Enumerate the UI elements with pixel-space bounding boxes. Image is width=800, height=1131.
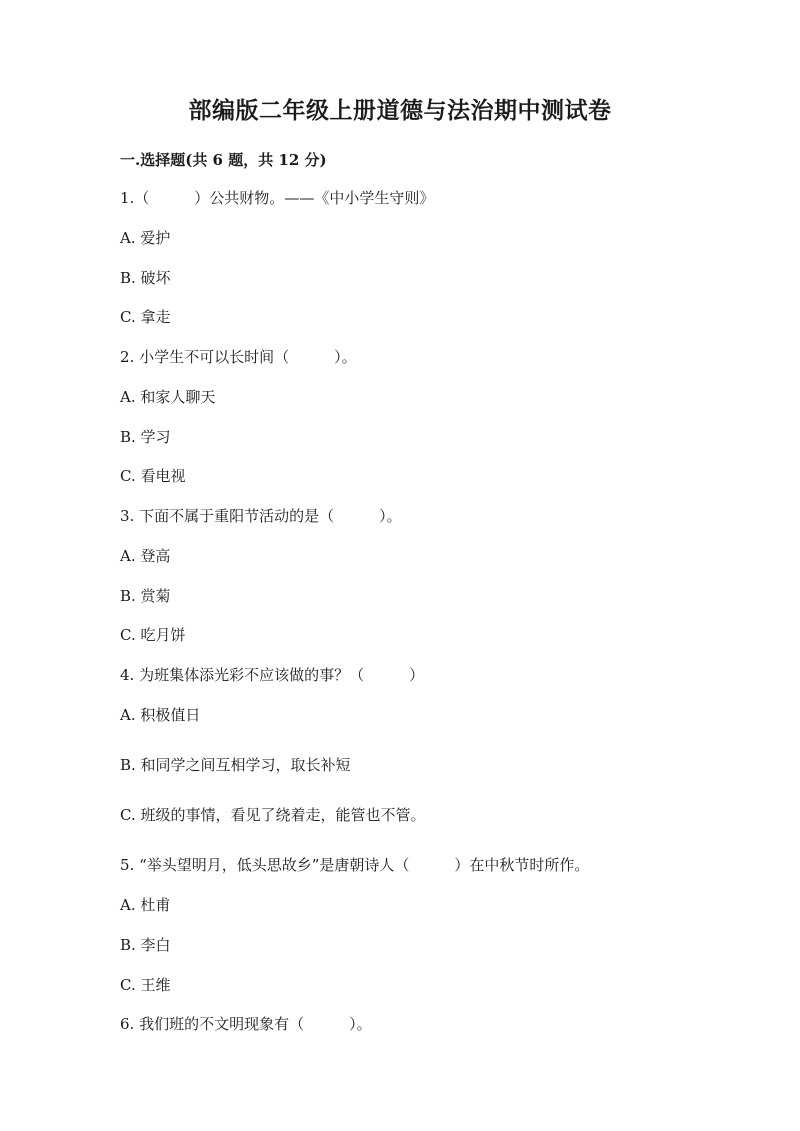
question-1-option-b: B. 破坏 [120, 269, 171, 287]
question-4-option-c: C. 班级的事情，看见了绕着走，能管也不管。 [120, 806, 426, 824]
question-2-option-c: C. 看电视 [120, 467, 186, 485]
question-4-option-a: A. 积极值日 [120, 706, 201, 724]
question-1-option-a: A. 爱护 [120, 229, 171, 247]
question-5-stem: 5. “举头望明月，低头思故乡”是唐朝诗人（ ）在中秋节时所作。 [120, 856, 590, 874]
question-4-option-b: B. 和同学之间互相学习，取长补短 [120, 756, 351, 774]
section-heading: 一.选择题(共 6 题，共 12 分) [120, 151, 327, 169]
question-1-option-c: C. 拿走 [120, 308, 171, 326]
question-5-option-c: C. 王维 [120, 976, 171, 994]
page-title: 部编版二年级上册道德与法治期中测试卷 [188, 97, 612, 124]
question-2-stem: 2. 小学生不可以长时间（ ）。 [120, 348, 357, 366]
question-6-stem: 6. 我们班的不文明现象有（ ）。 [120, 1015, 372, 1033]
question-2-option-a: A. 和家人聊天 [120, 388, 216, 406]
question-3-stem: 3. 下面不属于重阳节活动的是（ ）。 [120, 507, 402, 525]
question-5-option-b: B. 李白 [120, 936, 171, 954]
question-2-option-b: B. 学习 [120, 428, 171, 446]
question-3-option-a: A. 登高 [120, 547, 171, 565]
question-4-stem: 4. 为班集体添光彩不应该做的事？（ ） [120, 666, 425, 684]
question-3-option-b: B. 赏菊 [120, 587, 171, 605]
question-3-option-c: C. 吃月饼 [120, 626, 186, 644]
question-5-option-a: A. 杜甫 [120, 896, 171, 914]
question-1-stem: 1.（ ）公共财物。——《中小学生守则》 [120, 189, 435, 207]
